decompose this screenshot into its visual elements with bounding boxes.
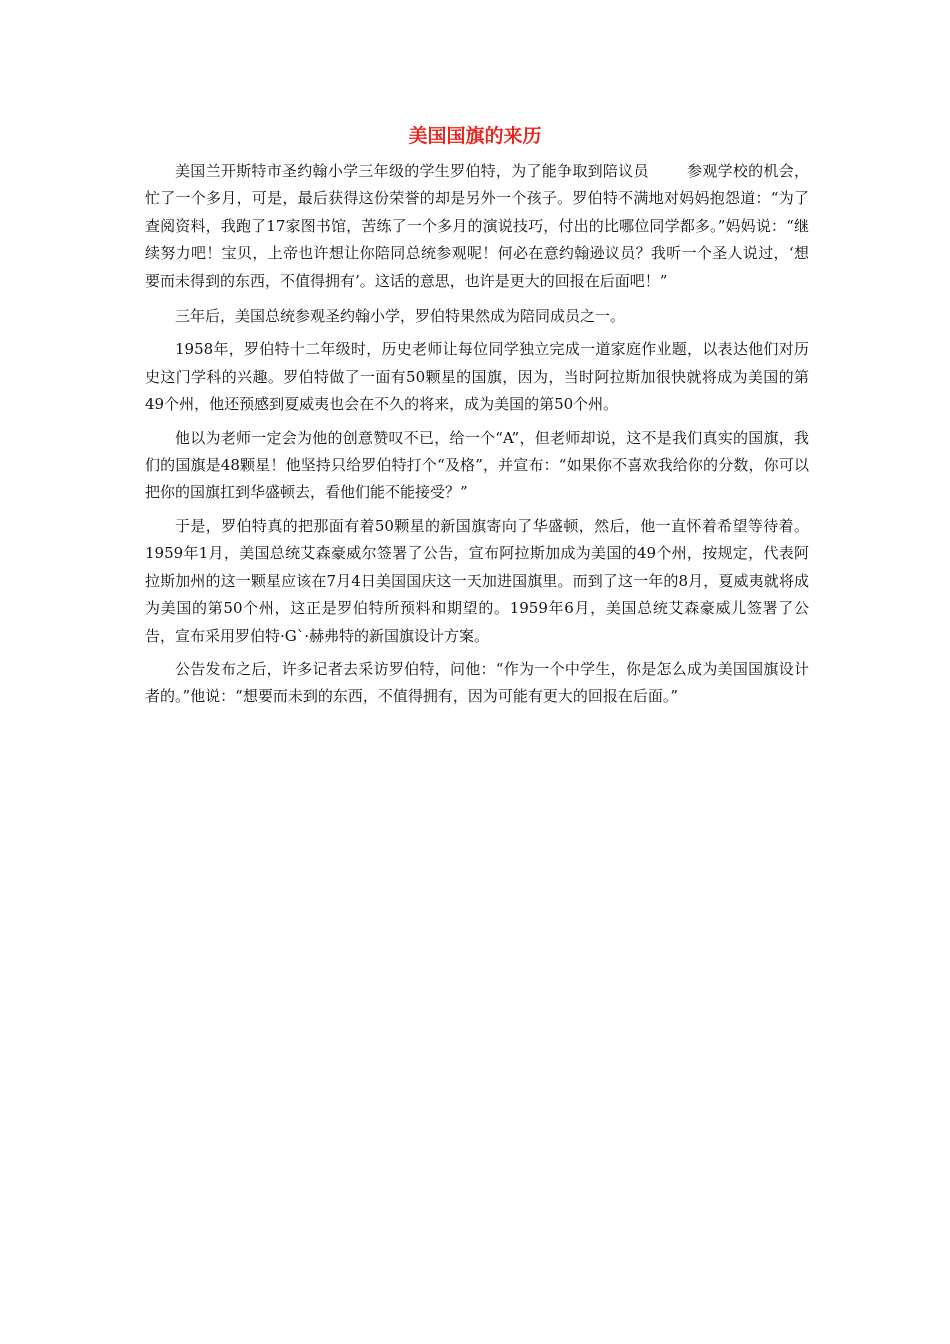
paragraph-2: 三年后，美国总统参观圣约翰小学，罗伯特果然成为陪同成员之一。 [175,307,626,326]
paragraph-1-part-2: 参观学校的机会，忙了一个多月，可是，最后获得这份荣誉的却是另外一个孩子。罗伯特不满地对妈妈抱怨道：“为了查阅资料，我跑了17家图书馆，苦练了一个多月的演说技巧，付出的比哪位同学都多。”妈妈说：“继续努力吧！宝贝，上帝也许想让你陪同总统参观呢！何必在意约翰逊议员？我听一个圣人说过，‘想要而未得到的东西，不值得拥有’。这话的意思，也许是更大的回报在后面吧！” [145,162,809,290]
document-title: 美国国旗的来历 [408,125,542,147]
paragraph-6: 公告发布之后，许多记者去采访罗伯特，问他：“作为一个中学生，你是怎么成为美国国旗设计者的。”他说：“想要而未到的东西，不值得拥有，因为可能有更大的回报在后面。” [145,659,809,706]
paragraph-1 [145,158,809,295]
paragraph-1-part-1: 美国兰开斯特市圣约翰小学三年级的学生罗伯特，为了能争取到陪议员 [175,162,649,180]
document-body [145,158,809,711]
paragraph-5: 于是，罗伯特真的把那面有着50颗星的新国旗寄向了华盛顿，然后，他一直怀着希望等待着。1959年1月，美国总统艾森豪威尔签署了公告，宣布阿拉斯加成为美国的49个州，按规定，代表阿拉斯加州的这一颗星应该在7月4日美国国庆这一天加进国旗里。而到了这一年的8月，夏威夷就将成为美国的第50个州，这正是罗伯特所预料和期望的。1959年6月，美国总统艾森豪威儿签署了公告，宣布采用罗伯特·G`·赫弗特的新国旗设计方案。 [145,516,809,645]
paragraph-3: 1958年，罗伯特十二年级时，历史老师让每位同学独立完成一道家庭作业题，以表达他们对历史这门学科的兴趣。罗伯特做了一面有50颗星的国旗，因为，当时阿拉斯加很快就将成为美国的第49个州，他还预感到夏威夷也会在不久的将来，成为美国的第50个州。 [145,340,809,414]
paragraph-4: 他以为老师一定会为他的创意赞叹不已，给一个“A”，但老师却说，这不是我们真实的国旗，我们的国旗是48颗星！他坚持只给罗伯特打个“及格”，并宣布：“如果你不喜欢我给你的分数，你可以把你的国旗扛到华盛顿去，看他们能不能接受？” [145,428,809,502]
